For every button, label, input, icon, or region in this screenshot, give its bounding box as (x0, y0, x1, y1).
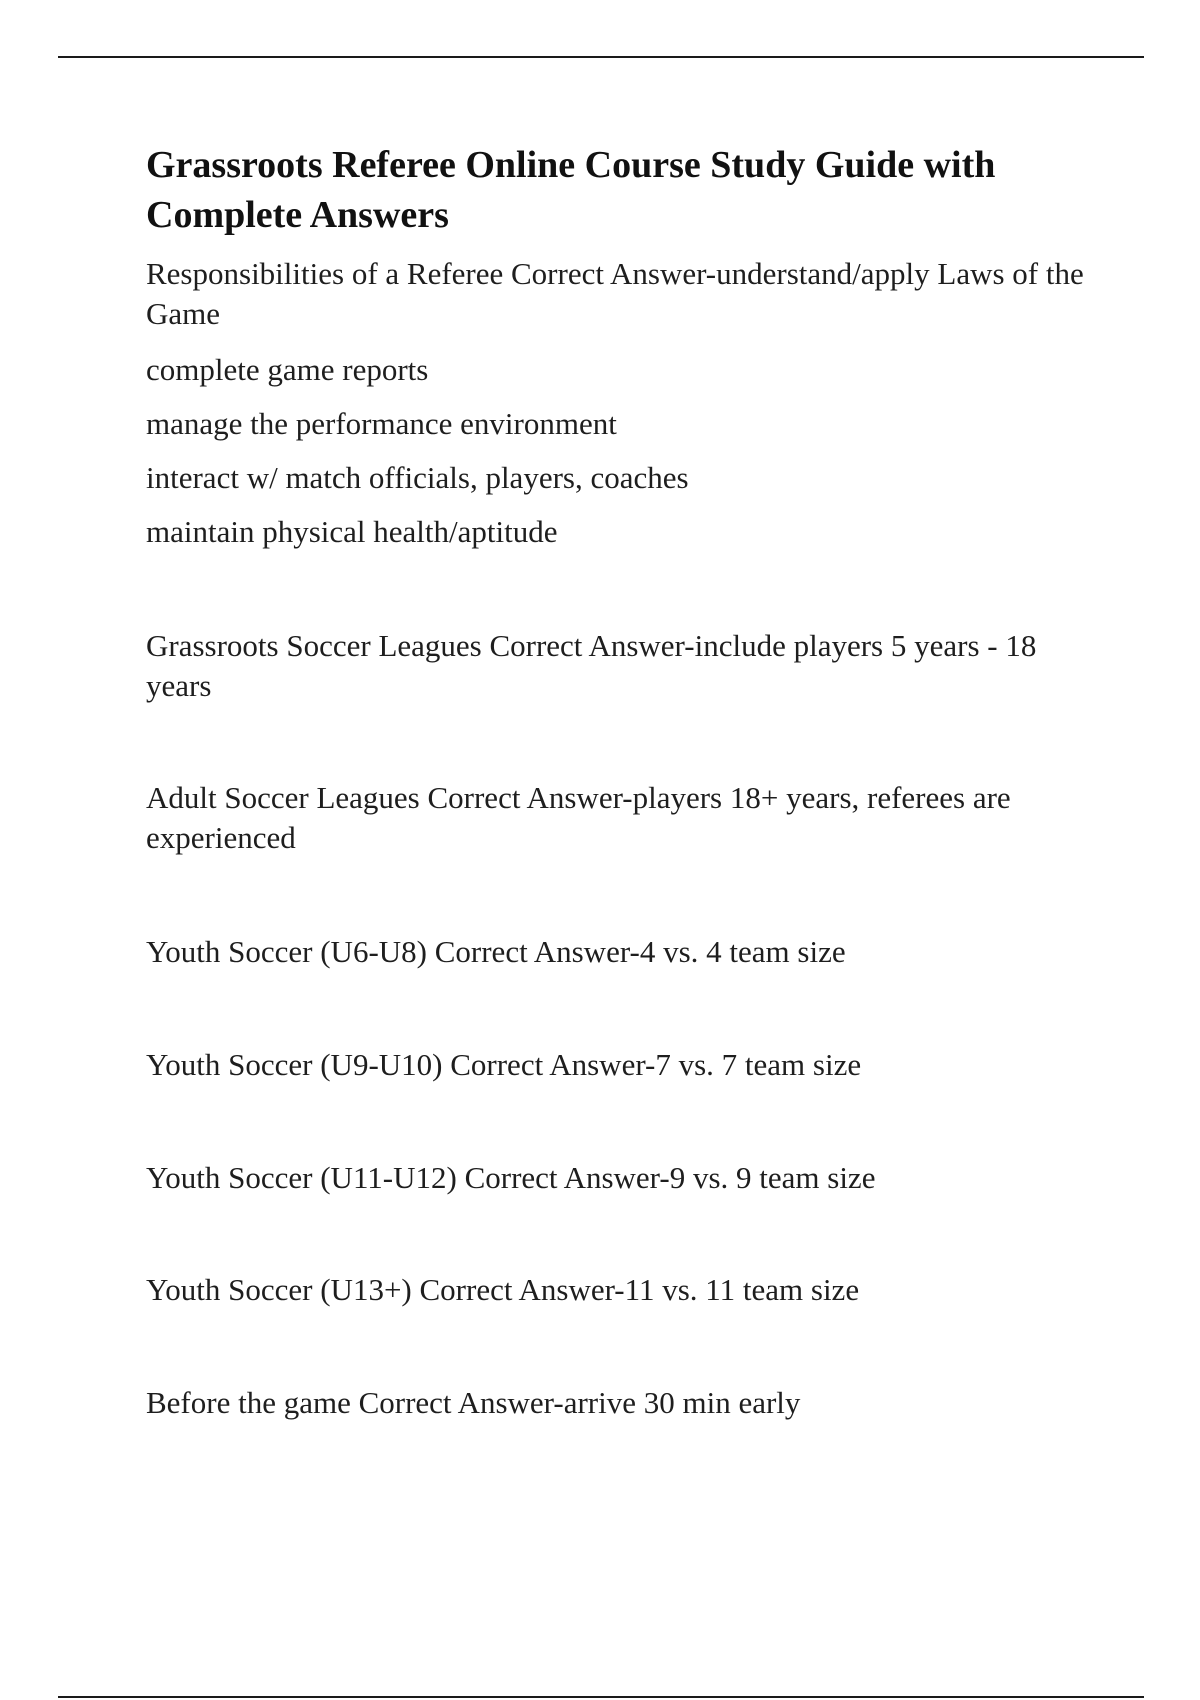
responsibility-item: interact w/ match officials, players, coaches (146, 460, 689, 495)
qa-entry: Before the game Correct Answer-arrive 30 min early (146, 1385, 801, 1420)
bottom-divider (58, 1696, 1144, 1698)
document-body (146, 140, 1106, 1423)
qa-entry: Youth Soccer (U11-U12) Correct Answer-9 vs. 9 team size (146, 1160, 876, 1195)
qa-entry: Grassroots Soccer Leagues Correct Answer-include players 5 years - 18 years (146, 628, 1037, 703)
qa-entry: Youth Soccer (U13+) Correct Answer-11 vs. 11 team size (146, 1272, 860, 1307)
document-title: Grassroots Referee Online Course Study Guide with Complete Answers (146, 144, 996, 236)
qa-entry: Adult Soccer Leagues Correct Answer-players 18+ years, referees are experienced (146, 780, 1011, 855)
responsibility-item: manage the performance environment (146, 406, 617, 441)
qa-entry: Youth Soccer (U6-U8) Correct Answer-4 vs. 4 team size (146, 934, 846, 969)
responsibilities-question: Responsibilities of a Referee Correct Answer-understand/apply Laws of the Game (146, 256, 1084, 331)
responsibility-item: complete game reports (146, 352, 429, 387)
responsibility-item: maintain physical health/aptitude (146, 514, 558, 549)
qa-entry: Youth Soccer (U9-U10) Correct Answer-7 vs. 7 team size (146, 1047, 862, 1082)
top-divider (58, 56, 1144, 58)
